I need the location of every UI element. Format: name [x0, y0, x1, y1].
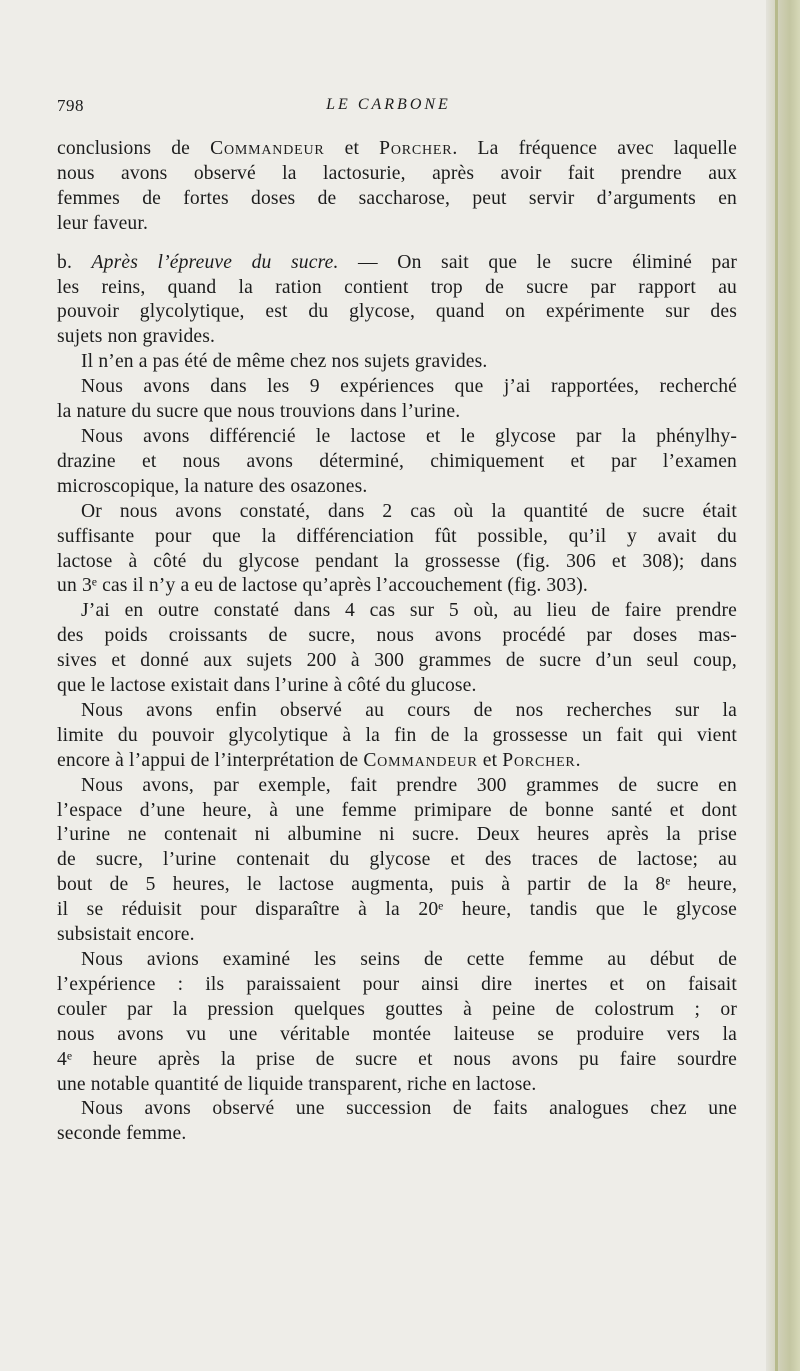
- text-line: Nous avons différencié le lactose et le glycose par la phénylhy-: [81, 425, 737, 447]
- text-line: un 3ᵉ cas il n’y a eu de lactose qu’après l’accouchement (fig. 303).: [57, 575, 588, 597]
- author-name: Commandeur: [363, 749, 478, 771]
- text-line: une notable quantité de liquide transparent, riche en lactose.: [57, 1073, 537, 1095]
- text-line: drazine et nous avons déterminé, chimiquement et par l’examen: [57, 450, 737, 472]
- text-line: pouvoir glycolytique, est du glycose, quand on expérimente sur des: [57, 301, 737, 323]
- text-line: de sucre, l’urine contenait du glycose et des traces de lactose; au: [57, 849, 737, 871]
- text-line: limite du pouvoir glycolytique à la fin de la grossesse un fait qui vient: [57, 724, 737, 746]
- text-line: la nature du sucre que nous trouvions dans l’urine.: [57, 401, 461, 423]
- text-line: conclusions de Commandeur et Porcher. La fréquence avec laquelle: [57, 138, 737, 159]
- text-line: que le lactose existait dans l’urine à côté du glucose.: [57, 675, 477, 697]
- text-line: nous avons vu une véritable montée laiteuse se produire vers la: [57, 1023, 737, 1045]
- author-name: Commandeur: [210, 138, 325, 159]
- section-heading: Après l’épreuve du sucre.: [91, 251, 339, 273]
- text-line: 4ᵉ heure après la prise de sucre et nous avons pu faire sourdre: [57, 1048, 737, 1070]
- text-line: subsistait encore.: [57, 924, 195, 946]
- text-line: des poids croissants de sucre, nous avons procédé par doses mas-: [57, 625, 737, 647]
- author-name: Porcher: [502, 749, 576, 771]
- text-line: femmes de fortes doses de saccharose, peut servir d’arguments en: [57, 187, 737, 209]
- text-line: seconde femme.: [57, 1123, 187, 1145]
- page-header: [57, 96, 720, 120]
- text-line: nous avons observé la lactosurie, après avoir fait prendre aux: [57, 162, 737, 184]
- text-line: Nous avons dans les 9 expériences que j’ai rapportées, recherché: [81, 376, 737, 398]
- page-edge-shadow: [766, 0, 800, 1371]
- page-edge-binding-line: [775, 0, 778, 1371]
- text-line: J’ai en outre constaté dans 4 cas sur 5 où, au lieu de faire prendre: [81, 600, 737, 622]
- body-text: [57, 137, 737, 1147]
- text-line: microscopique, la nature des osazones.: [57, 475, 368, 497]
- text-line: les reins, quand la ration contient trop de sucre par rapport au: [57, 276, 737, 298]
- text-line: bout de 5 heures, le lactose augmenta, puis à partir de la 8ᵉ heure,: [57, 874, 737, 896]
- text-line: il se réduisit pour disparaître à la 20ᵉ heure, tandis que le glycose: [57, 899, 737, 921]
- text-line: l’urine ne contenait ni albumine ni sucre. Deux heures après la prise: [57, 824, 737, 846]
- text-line: encore à l’appui de l’interprétation de Commandeur et Porcher.: [57, 749, 581, 771]
- text-line: Nous avons observé une succession de faits analogues chez une: [81, 1098, 737, 1120]
- text-line: couler par la pression quelques gouttes à peine de colostrum ; or: [57, 998, 737, 1020]
- text-line: Nous avions examiné les seins de cette femme au début de: [81, 949, 737, 970]
- text-line: leur faveur.: [57, 212, 149, 234]
- text-line: Or nous avons constaté, dans 2 cas où la quantité de sucre était: [81, 500, 737, 522]
- text-line: sujets non gravides.: [57, 326, 216, 348]
- text-line: l’espace d’une heure, à une femme primipare de bonne santé et dont: [57, 799, 737, 821]
- text-line: Nous avons enfin observé au cours de nos recherches sur la: [81, 699, 737, 721]
- running-title: LE CARBONE: [326, 96, 451, 113]
- text-line: suffisante pour que la différenciation fût possible, qu’il y avait du: [57, 525, 737, 547]
- text-line: Il n’en a pas été de même chez nos sujets gravides.: [81, 351, 488, 373]
- text-line: sives et donné aux sujets 200 à 300 grammes de sucre d’un seul coup,: [57, 650, 737, 672]
- text-line: lactose à côté du glycose pendant la grossesse (fig. 306 et 308); dans: [57, 550, 737, 572]
- page-number: 798: [57, 96, 84, 115]
- text-line: l’expérience : ils paraissaient pour ainsi dire inertes et on faisait: [57, 973, 737, 995]
- author-name: Porcher: [379, 138, 453, 159]
- section-heading-line: b. Après l’épreuve du sucre. — On sait que le sucre éliminé par: [57, 251, 737, 273]
- text-line: Nous avons, par exemple, fait prendre 300 grammes de sucre en: [81, 774, 737, 796]
